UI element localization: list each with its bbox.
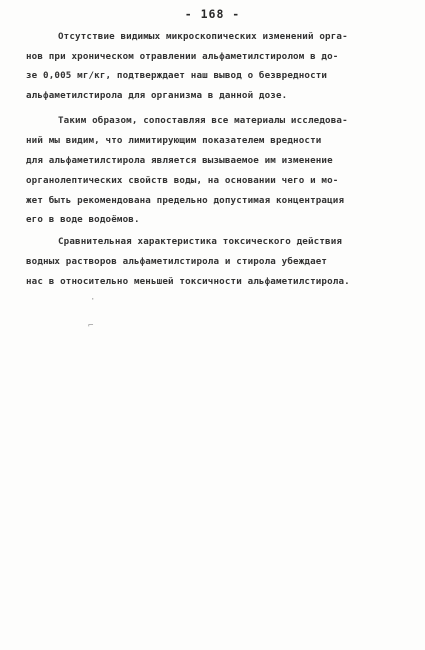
paragraph-line: нас в относительно меньшей токсичности альфаметилстирола. <box>26 276 350 287</box>
scan-speck: · <box>90 295 96 305</box>
paragraph-line: Отсутствие видимых микроскопических изменений орга- <box>58 31 348 42</box>
paragraph-line: для альфаметилстирола является вызываемое им изменение <box>26 155 333 166</box>
scan-speck: ⌐ <box>88 321 94 331</box>
paragraph-line: его в воде водоёмов. <box>26 214 140 225</box>
paragraph-line: жет быть рекомендована предельно допустимая концентрация <box>26 195 345 206</box>
paragraph-line: Таким образом, сопоставляя все материалы исследова- <box>58 115 348 126</box>
paragraph-line: зе 0,005 мг/кг, подтверждает наш вывод о безвредности <box>26 70 328 81</box>
page-number: - 168 - <box>184 7 241 21</box>
paragraph-line: альфаметилстирола для организма в данной дозе. <box>26 90 288 101</box>
paragraph-line: органолептических свойств воды, на основании чего и мо- <box>26 175 339 186</box>
paragraph-line: Сравнительная характеристика токсического действия <box>58 236 343 247</box>
paragraph-line: ний мы видим, что лимитирующим показателем вредности <box>26 135 322 146</box>
paragraph-line: нов при хроническом отравлении альфаметилстиролом в до- <box>26 51 339 62</box>
paragraph-line: водных растворов альфаметилстирола и стирола убеждает <box>26 256 328 267</box>
